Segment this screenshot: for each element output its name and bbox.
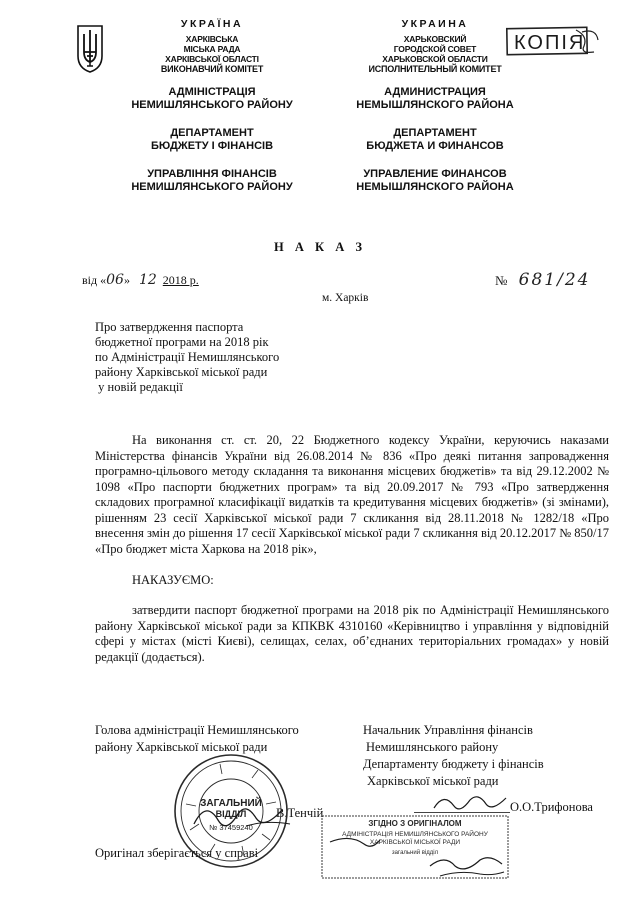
subject-line: у новій редакції — [95, 380, 183, 394]
number-handwritten: 681/24 — [518, 270, 591, 290]
header-right-city-line: ГОРОДСКОЙ СОВЕТ — [393, 44, 477, 54]
signature-left-handwritten — [186, 790, 296, 840]
date-day-handwritten: 06 — [106, 272, 124, 288]
number-prefix: № — [495, 273, 508, 288]
signature-left-line: Голова адміністрації Немишлянського — [95, 723, 299, 737]
round-stamp-line2: ВІДДІЛ — [215, 809, 247, 819]
header-left-city-line: ХАРКІВСЬКА — [185, 34, 239, 44]
date-prefix: від « — [82, 273, 107, 287]
date-year: 2018 р. — [162, 273, 199, 287]
header-right-city-line: ИСПОЛНИТЕЛЬНЫЙ КОМИТЕТ — [368, 64, 502, 74]
original-note: Оригінал зберігається у справі — [95, 846, 259, 860]
header-left — [112, 18, 312, 194]
document-subject — [95, 320, 345, 395]
document-city: м. Харків — [322, 292, 369, 304]
header-right-country: УКРАИНА — [401, 18, 469, 30]
header-left-city-line: ХАРКІВСЬКОЇ ОБЛАСТІ — [165, 54, 259, 64]
header-right-block1-line2: НЕМЫШЛЯНСКОГО РАЙОНА — [356, 99, 514, 111]
header-right-block2-line1: ДЕПАРТАМЕНТ — [393, 127, 477, 139]
header-left-block1-line2: НЕМИШЛЯНСЬКОГО РАЙОНУ — [131, 99, 293, 111]
header-right-department — [330, 127, 540, 153]
preamble-paragraph — [95, 433, 609, 557]
header-right-finance-office — [330, 168, 540, 194]
header-left-finance-office — [112, 168, 312, 194]
signature-left-name: В.Тенчій — [276, 806, 324, 820]
signature-right-name: О.О.Трифонова — [510, 800, 593, 814]
document-date — [82, 272, 199, 288]
copy-stamp — [506, 26, 600, 56]
header-right-block3-line2: НЕМЫШЛЯНСКОГО РАЙОНА — [356, 181, 514, 193]
signature-right-line: Харківської міської ради — [367, 774, 499, 788]
rect-stamp-line4: загальний відділ — [391, 850, 439, 856]
header-right-block3-line1: УПРАВЛЕНИЕ ФИНАНСОВ — [363, 168, 507, 180]
round-stamp-code: № 37459240 — [209, 823, 253, 832]
signature-right-title — [363, 722, 623, 790]
decision-text: затвердити паспорт бюджетної програми на 2018 рік по Адміністрації Немишлянського району Харківської міської ради за КПКВК 4310160 «Керівництво і управління у відповідній сфері у містах (місті Києві), селищах, селах, об’єднаних територіальних громадах» у новій редакції (додається). — [95, 603, 609, 664]
header-right-city-line: ХАРЬКОВСКОЙ ОБЛАСТИ — [382, 54, 488, 64]
header-left-block3-line2: НЕМИШЛЯНСЬКОГО РАЙОНУ — [131, 181, 293, 193]
header-right-block1-line1: АДМИНИСТРАЦИЯ — [384, 86, 486, 98]
certified-copy-stamp — [320, 814, 510, 880]
header-left-department — [112, 127, 312, 153]
rect-stamp-line2: АДМІНІСТРАЦІЯ НЕМИШЛЯНСЬКОГО РАЙОНУ — [342, 831, 488, 838]
signature-right-line: Департаменту бюджету і фінансів — [363, 757, 544, 771]
header-right-administration — [330, 86, 540, 112]
signature-left-line: району Харківської міської ради — [95, 740, 268, 754]
header-left-block2-line2: БЮДЖЕТУ І ФІНАНСІВ — [150, 140, 274, 152]
date-month-handwritten: 12 — [138, 272, 157, 288]
signature-right-line: Немишлянського району — [366, 740, 499, 754]
rect-stamp-line1: ЗГІДНО З ОРИГІНАЛОМ — [368, 819, 462, 828]
header-left-administration — [112, 86, 312, 112]
header-right-city-line: ХАРЬКОВСКИЙ — [403, 34, 467, 44]
subject-line: бюджетної програми на 2018 рік — [95, 335, 269, 349]
signature-left-title — [95, 722, 355, 756]
header-left-block2-line1: ДЕПАРТАМЕНТ — [170, 127, 254, 139]
preamble-text: На виконання ст. ст. 20, 22 Бюджетного кодексу України, керуючись наказами Міністерства фінансів України від 26.08.2014 № 836 «Про деякі питання запровадження програмно-цільового методу складання та виконання місцевих бюджетів» та від 29.12.2002 № 1098 «Про паспорти бюджетних програм» та від 20.09.2017 № 793 «Про затвердження складових програмної класифікації видатків та кредитування місцевих бюджетів» (зі змінами), рішенням 23 сесії Харківської міської ради 7 скликання від 28.11.2018 № 1282/18 «Про внесення змін до рішення 17 сесії Харківської міської ради 7 скликання від 20.12.2017 № 850/17 «Про бюджет міста Харкова на 2018 рік», — [95, 433, 609, 556]
round-stamp-line1: ЗАГАЛЬНИЙ — [200, 798, 262, 809]
header-left-block1-line1: АДМІНІСТРАЦІЯ — [168, 86, 256, 98]
subject-line: району Харківської міської ради — [95, 365, 268, 379]
header-left-city-line: ВИКОНАВЧИЙ КОМІТЕТ — [160, 64, 264, 74]
order-heading: НАКАЗУЄМО: — [132, 573, 214, 587]
subject-line: Про затвердження паспорта — [95, 320, 244, 334]
header-right-block2-line2: БЮДЖЕТА И ФИНАНСОВ — [366, 140, 504, 152]
document-number — [495, 270, 590, 290]
header-left-country: УКРАЇНА — [180, 18, 244, 30]
copy-stamp-text: КОПІЯ — [514, 32, 586, 54]
document-title: Н А К А З — [274, 240, 366, 254]
decision-paragraph — [95, 603, 609, 665]
signature-right-line: Начальник Управління фінансів — [363, 723, 533, 737]
subject-line: по Адміністрації Немишлянського — [95, 350, 280, 364]
rect-stamp-line3: ХАРКІВСЬКОЇ МІСЬКОЇ РАДИ — [369, 839, 461, 846]
header-left-block3-line1: УПРАВЛІННЯ ФІНАНСІВ — [147, 168, 277, 180]
coat-of-arms-icon — [76, 22, 104, 74]
header-left-city-line: МІСЬКА РАДА — [183, 44, 241, 54]
date-middle: » — [123, 273, 133, 287]
signature-right-handwritten — [430, 788, 510, 816]
